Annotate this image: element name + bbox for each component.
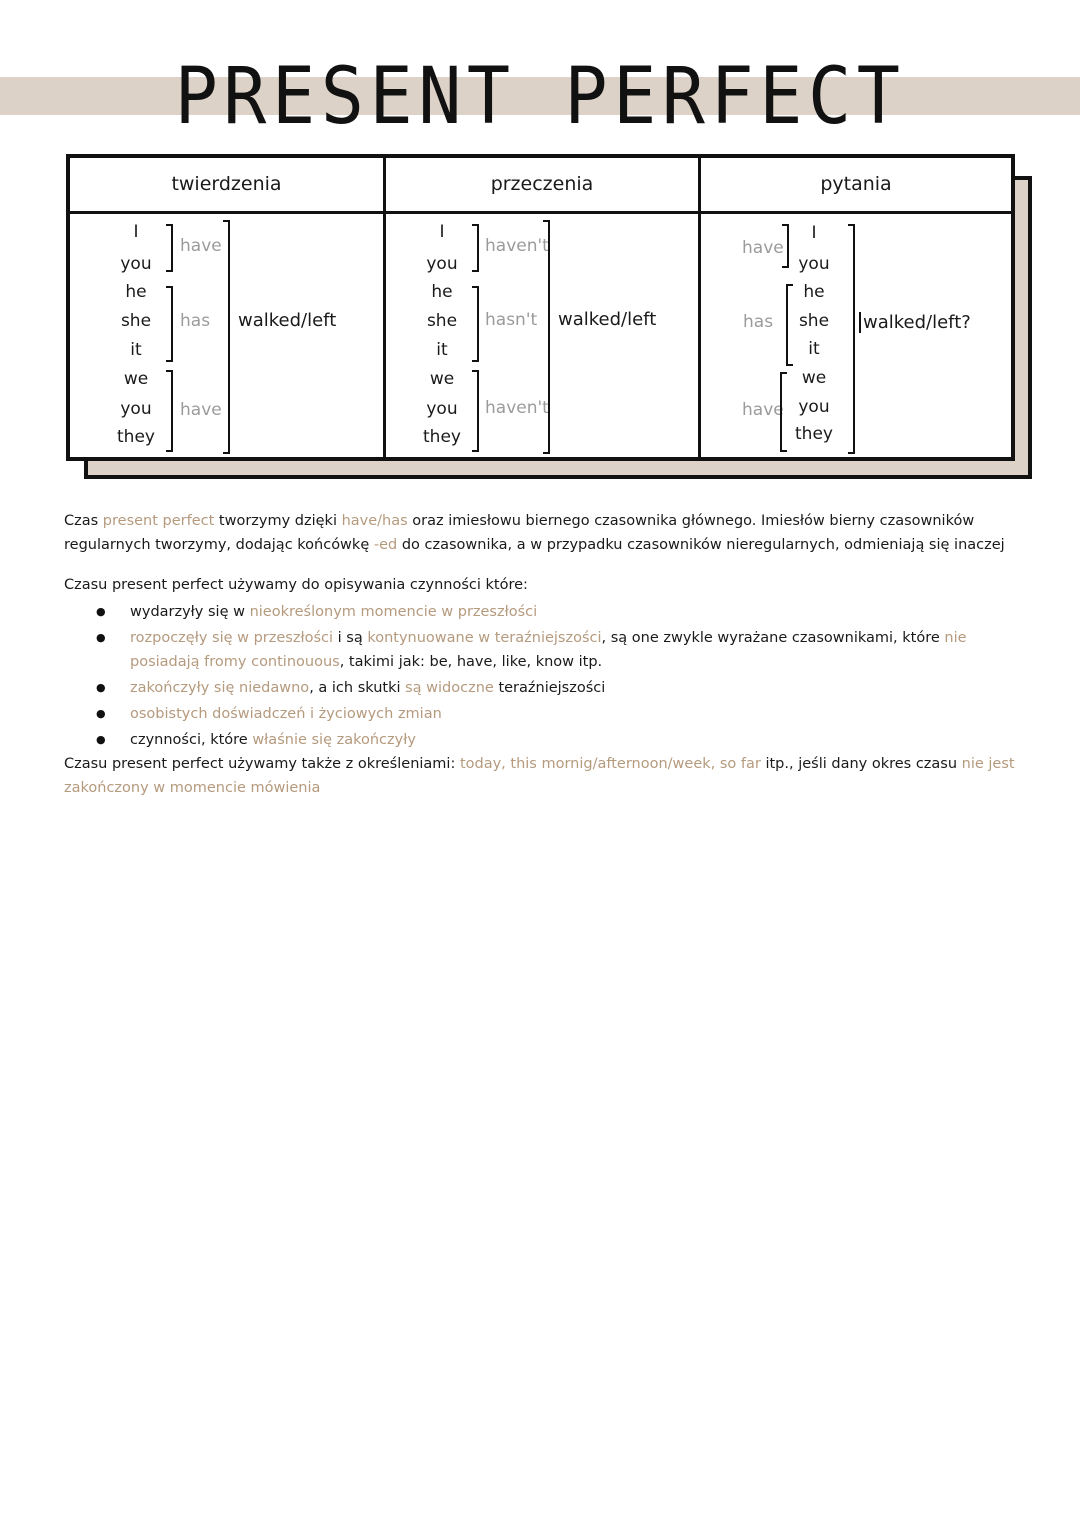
past-participle: walked/left bbox=[558, 309, 657, 330]
auxiliary-have: have bbox=[180, 236, 222, 256]
pronoun: it bbox=[130, 340, 142, 360]
highlight: present perfect bbox=[102, 513, 215, 529]
pronoun: it bbox=[436, 340, 448, 360]
pronoun: we bbox=[429, 369, 455, 389]
text-run: wydarzyły się w bbox=[130, 604, 250, 620]
pronoun: he bbox=[803, 282, 825, 302]
pronoun: I bbox=[811, 223, 817, 243]
highlight: są widoczne bbox=[405, 680, 494, 696]
page-title: PRESENT PERFECT bbox=[174, 52, 906, 142]
auxiliary-have: have bbox=[180, 400, 222, 420]
pronoun: it bbox=[808, 339, 820, 359]
usage-intro: Czasu present perfect używamy do opisywania czynności które: bbox=[64, 577, 528, 593]
pronoun: she bbox=[120, 311, 152, 331]
list-item bbox=[64, 728, 1024, 752]
highlight: osobistych doświadczeń i życiowych zmian bbox=[130, 706, 442, 722]
pronoun: they bbox=[117, 427, 155, 447]
list-item bbox=[64, 626, 1024, 674]
text-run: i są bbox=[333, 630, 368, 646]
text-run: tworzymy dzięki bbox=[214, 513, 342, 529]
pronoun: you bbox=[426, 254, 458, 274]
text-run: , są one zwykle wyrażane czasownikami, które bbox=[601, 630, 945, 646]
list-item bbox=[64, 676, 1024, 700]
highlight: have/has bbox=[341, 513, 408, 529]
list-item bbox=[64, 702, 1024, 726]
conjugation-table bbox=[66, 154, 1015, 461]
header-affirmative: twierdzenia bbox=[171, 173, 282, 195]
auxiliary-have: have bbox=[742, 238, 784, 258]
highlight: kontynuowane w teraźniejszości bbox=[367, 630, 602, 646]
bracket bbox=[223, 220, 230, 454]
header-negative: przeczenia bbox=[490, 173, 594, 195]
text-run: Czas bbox=[64, 513, 103, 529]
text-run: , a ich skutki bbox=[309, 680, 406, 696]
auxiliary-has: has bbox=[743, 312, 774, 332]
pronoun: we bbox=[123, 369, 149, 389]
bracket bbox=[472, 286, 479, 362]
text-run: oraz imiesłowu biernego czasownika głównego. Imiesłów bierny czasowników regularnych tworzymy, dodając końcówkę bbox=[64, 513, 975, 553]
pronoun: he bbox=[125, 282, 147, 302]
text-run: teraźniejszości bbox=[493, 680, 606, 696]
text-run: do czasownika, a w przypadku czasowników nieregularnych, odmieniają się inaczej bbox=[397, 537, 1005, 553]
formation-paragraph bbox=[64, 509, 1024, 557]
pronoun: we bbox=[801, 368, 827, 388]
header-divider bbox=[70, 211, 1011, 214]
past-participle: walked/left? bbox=[859, 312, 971, 333]
pronoun: she bbox=[426, 311, 458, 331]
pronoun: she bbox=[798, 311, 830, 331]
highlight: nieokreślonym momencie w przeszłości bbox=[249, 604, 538, 620]
text-run: , takimi jak: be, have, like, know itp. bbox=[339, 654, 603, 670]
highlight: nie posiadają fromy continouous bbox=[130, 630, 967, 670]
usage-section bbox=[64, 573, 1024, 800]
past-participle: walked/left bbox=[238, 310, 337, 331]
pronoun: they bbox=[423, 427, 461, 447]
bracket bbox=[166, 224, 173, 272]
auxiliary-have: have bbox=[742, 400, 784, 420]
list-item bbox=[64, 600, 1024, 624]
usage-list bbox=[64, 600, 1024, 752]
pronoun: I bbox=[439, 222, 445, 242]
highlight: właśnie się zakończyły bbox=[252, 732, 416, 748]
text-run: itp., jeśli dany okres czasu bbox=[760, 756, 962, 772]
header-questions: pytania bbox=[820, 173, 892, 195]
bracket bbox=[166, 286, 173, 362]
time-expressions-paragraph bbox=[64, 752, 1024, 800]
text-run: Czasu present perfect używamy także z określeniami: bbox=[64, 756, 460, 772]
pronoun: they bbox=[795, 424, 833, 444]
auxiliary-hasnt: hasn't bbox=[485, 310, 538, 330]
highlight: -ed bbox=[373, 537, 398, 553]
highlight: nie jest zakończony w momencie mówienia bbox=[64, 756, 1015, 796]
bracket bbox=[166, 370, 173, 452]
text-run: czynności, które bbox=[130, 732, 253, 748]
pronoun: you bbox=[426, 399, 458, 419]
highlight: rozpoczęły się w przeszłości bbox=[130, 630, 334, 646]
pronoun: he bbox=[431, 282, 453, 302]
pronoun: I bbox=[133, 222, 139, 242]
bracket bbox=[472, 224, 479, 272]
auxiliary-has: has bbox=[180, 311, 211, 331]
highlight: today, this mornig/afternoon/week, so far bbox=[459, 756, 761, 772]
pronoun: you bbox=[798, 397, 830, 417]
auxiliary-havent: haven't bbox=[485, 236, 549, 256]
bracket bbox=[472, 370, 479, 452]
auxiliary-havent: haven't bbox=[485, 398, 549, 418]
pronoun: you bbox=[120, 254, 152, 274]
highlight: zakończyły się niedawno bbox=[130, 680, 310, 696]
bracket bbox=[848, 224, 855, 454]
pronoun: you bbox=[798, 254, 830, 274]
pronoun: you bbox=[120, 399, 152, 419]
bracket bbox=[543, 220, 550, 454]
